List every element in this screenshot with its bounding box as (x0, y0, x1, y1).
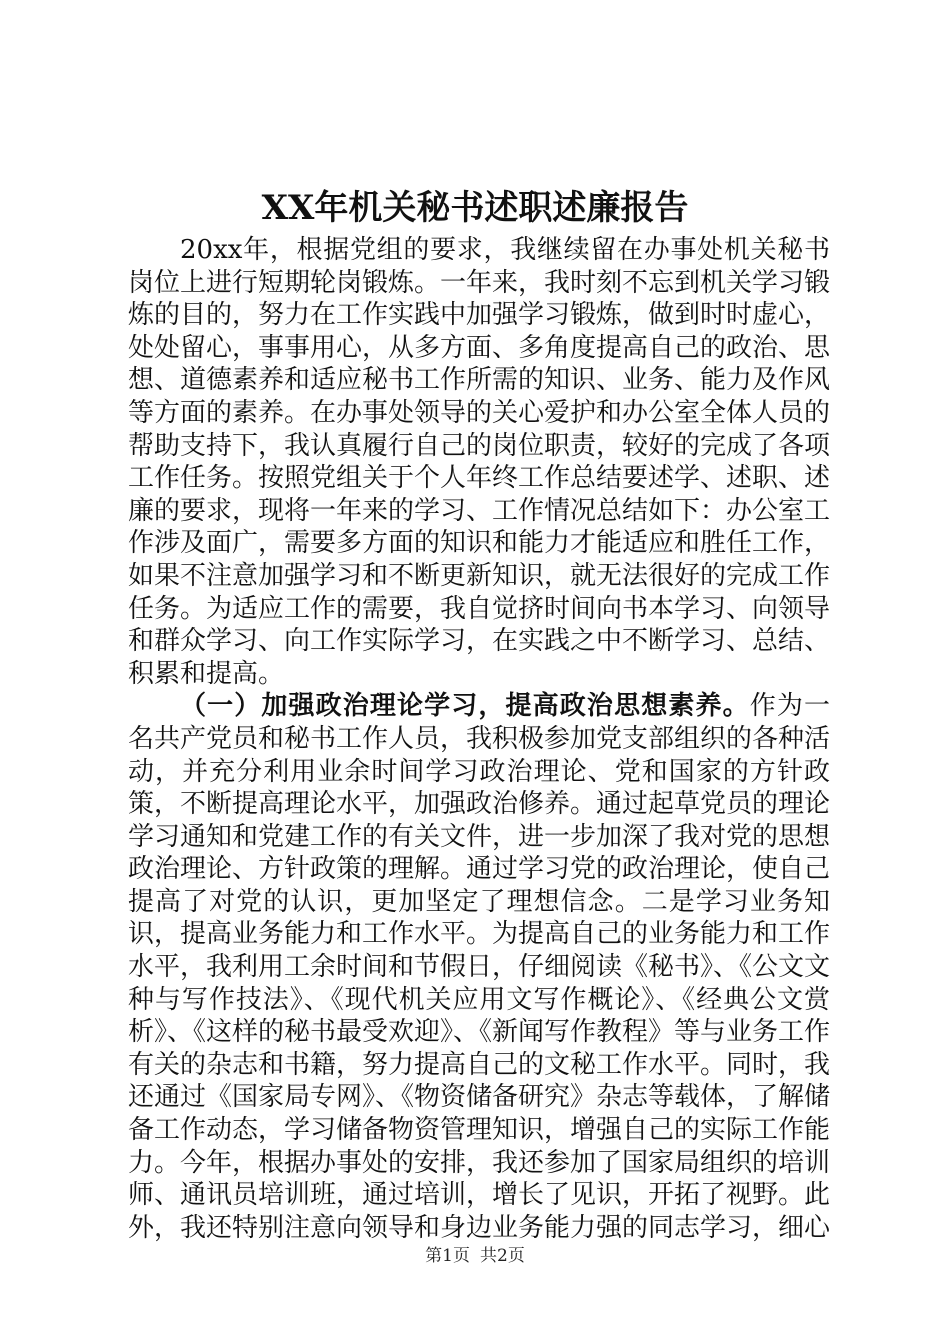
paragraph-heading: （一）加强政治理论学习，提高政治思想素养。 (180, 691, 750, 722)
page-footer (0, 1244, 950, 1268)
paragraph-political-study (128, 690, 830, 1244)
page-number: 第1页 (425, 1246, 470, 1266)
page-total: 共2页 (480, 1246, 525, 1266)
document-title: XX年机关秘书述职述廉报告 (261, 188, 689, 228)
paragraph-body: 作为一名共产党员和秘书工作人员，我积极参加党支部组织的各种活动，并充分利用业余时间学习政治理论、党和国家的方针政策，不断提高理论水平，加强政治修养。通过起草党员的理论学习通知和党建工作的有关文件，进一步加深了我对党的思想政治理论、方针政策的理解。通过学习党的政治理论，使自己提高了对党的认识，更加坚定了理想信念。二是学习业务知识，提高业务能力和工作水平。为提高自己的业务能力和工作水平，我利用工余时间和节假日，仔细阅读《秘书》、《公文文种与写作技法》、《现代机关应用文写作概论》、《经典公文赏析》、《这样的秘书最受欢迎》、《新闻写作教程》等与业务工作有关的杂志和书籍，努力提高自己的文秘工作水平。同时，我还通过《国家局专网》、《物资储备研究》杂志等载体，了解储备工作动态，学习储备物资管理知识，增强自己的实际工作能力。今年，根据办事处的安排，我还参加了国家局组织的培训师、通讯员培训班，通过培训，增长了见识，开拓了视野。此外，我还特别注意向领导和身边业务能力强的同志学习，细心 (128, 691, 831, 1243)
document-body (128, 234, 830, 1244)
paragraph-intro: 20xx年，根据党组的要求，我继续留在办事处机关秘书岗位上进行短期轮岗锻炼。一年来，我时刻不忘到机关学习锻炼的目的，努力在工作实践中加强学习锻炼，做到时时虚心，处处留心，事事用心，从多方面、多角度提高自己的政治、思想、道德素养和适应秘书工作所需的知识、业务、能力及作风等方面的素养。在办事处领导的关心爱护和办公室全体人员的帮助支持下，我认真履行自己的岗位职责，较好的完成了各项工作任务。按照党组关于个人年终工作总结要述学、述职、述廉的要求，现将一年来的学习、工作情况总结如下：办公室工作涉及面广，需要多方面的知识和能力才能适应和胜任工作，如果不注意加强学习和不断更新知识，就无法很好的完成工作任务。为适应工作的需要，我自觉挤时间向书本学习、向领导和群众学习、向工作实际学习，在实践之中不断学习、总结、积累和提高。 (128, 235, 831, 689)
